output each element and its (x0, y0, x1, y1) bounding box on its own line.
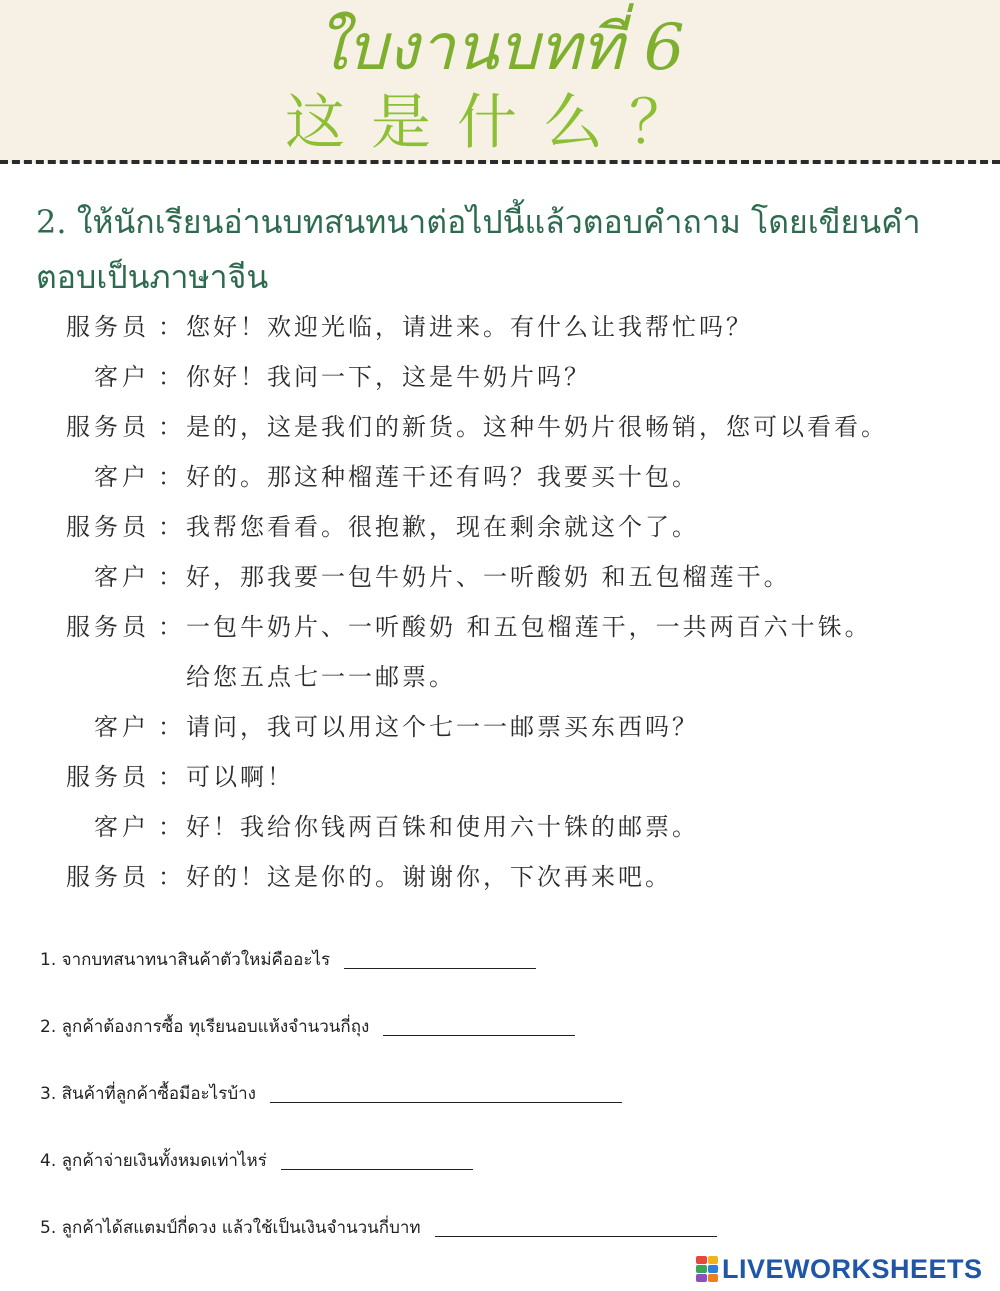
chinese-title: 这是什么？ (285, 88, 715, 158)
dialogue-speech: 可以啊！ (186, 763, 294, 791)
worksheet-title: ใบงานบทที่ 6 (315, 11, 685, 85)
dialogue-speech: 好的！这是你的。谢谢你，下次再来吧。 (186, 863, 672, 891)
dialogue-line (0, 352, 1000, 402)
question-item (40, 1002, 960, 1069)
dialogue-colon: ： (158, 863, 182, 891)
answer-blank[interactable] (435, 1235, 717, 1237)
dialogue-speaker: 服务员 (66, 413, 150, 441)
dialogue-speech: 是的，这是我们的新货。这种牛奶片很畅销，您可以看看。 (186, 413, 888, 441)
answer-blank[interactable] (344, 967, 536, 969)
dialogue-colon: ： (158, 813, 182, 841)
dialogue-speaker: 客户 (94, 463, 150, 491)
question-text: 2. ลูกค้าต้องการซื้อ ทุเรียนอบแห้งจำนวนกี่ถุง (40, 1017, 370, 1037)
question-item (40, 1069, 960, 1136)
answer-blank[interactable] (281, 1168, 473, 1170)
dialogue-colon: ： (158, 363, 182, 391)
dialogue-colon: ： (158, 413, 182, 441)
dialogue-line (0, 802, 1000, 852)
dialogue-line (0, 752, 1000, 802)
liveworksheets-logo-icon (696, 1256, 718, 1282)
dialogue-line (0, 552, 1000, 602)
dialogue-speaker: 客户 (94, 813, 150, 841)
dialogue-speaker: 服务员 (66, 863, 150, 891)
dialogue-line (0, 702, 1000, 752)
logo-text: LIVEWORKSHEETS (722, 1253, 983, 1284)
dialogue-speaker: 客户 (94, 563, 150, 591)
dialogue-colon: ： (158, 713, 182, 741)
dialogue-speech: 你好！我问一下，这是牛奶片吗？ (186, 363, 591, 391)
dialogue-speaker: 服务员 (66, 513, 150, 541)
dialogue-speech: 请问，我可以用这个七一一邮票买东西吗？ (186, 713, 699, 741)
dialogue-line (0, 652, 1000, 702)
dialogue-line (0, 302, 1000, 352)
dialogue-speech: 好！我给你钱两百铢和使用六十铢的邮票。 (186, 813, 699, 841)
dialogue-colon: ： (158, 563, 182, 591)
dialogue-speech: 好，那我要一包牛奶片、一听酸奶 和五包榴莲干。 (186, 563, 791, 591)
dialogue-line (0, 452, 1000, 502)
dialogue-colon: ： (158, 463, 182, 491)
dialogue-speaker: 客户 (94, 363, 150, 391)
dialogue-line (0, 602, 1000, 652)
dialogue-speech: 给您五点七一一邮票。 (186, 663, 456, 691)
question-text: 4. ลูกค้าจ่ายเงินทั้งหมดเท่าไหร่ (40, 1151, 267, 1171)
liveworksheets-logo (696, 1252, 983, 1286)
dialogue-speaker: 客户 (94, 713, 150, 741)
dialogue-colon: ： (158, 513, 182, 541)
dialogue-speaker: 服务员 (66, 763, 150, 791)
dashed-divider (0, 160, 1000, 164)
dialogue-colon: ： (158, 763, 182, 791)
dialogue-speech: 一包牛奶片、一听酸奶 和五包榴莲干，一共两百六十铢。 (186, 613, 872, 641)
answer-blank[interactable] (383, 1034, 575, 1036)
question-item (40, 935, 960, 1002)
question-text: 1. จากบทสนาทนาสินค้าตัวใหม่คืออะไร (40, 950, 331, 970)
dialogue-line (0, 502, 1000, 552)
questions-list (40, 935, 960, 1270)
dialogue-speaker: 服务员 (66, 313, 150, 341)
dialogue-speech: 您好！欢迎光临，请进来。有什么让我帮忙吗？ (186, 313, 753, 341)
page-header (0, 0, 1000, 163)
answer-blank[interactable] (270, 1101, 622, 1103)
question-item (40, 1136, 960, 1203)
dialogue-colon: ： (158, 613, 182, 641)
dialogue-line (0, 402, 1000, 452)
question-text: 3. สินค้าที่ลูกค้าซื้อมีอะไรบ้าง (40, 1084, 256, 1104)
dialogue-speech: 好的。那这种榴莲干还有吗？我要买十包。 (186, 463, 699, 491)
dialogue-line (0, 852, 1000, 902)
instruction-text: 2. ให้นักเรียนอ่านบทสนทนาต่อไปนี้แล้วตอบคำถาม โดยเขียนคำตอบเป็นภาษาจีน (36, 203, 921, 296)
dialogue-colon: ： (158, 313, 182, 341)
question-text: 5. ลูกค้าได้สแตมป์กี่ดวง แล้วใช้เป็นเงินจำนวนกี่บาท (40, 1218, 421, 1238)
dialogue (0, 302, 1000, 902)
dialogue-speech: 我帮您看看。很抱歉，现在剩余就这个了。 (186, 513, 699, 541)
dialogue-speaker: 服务员 (66, 613, 150, 641)
